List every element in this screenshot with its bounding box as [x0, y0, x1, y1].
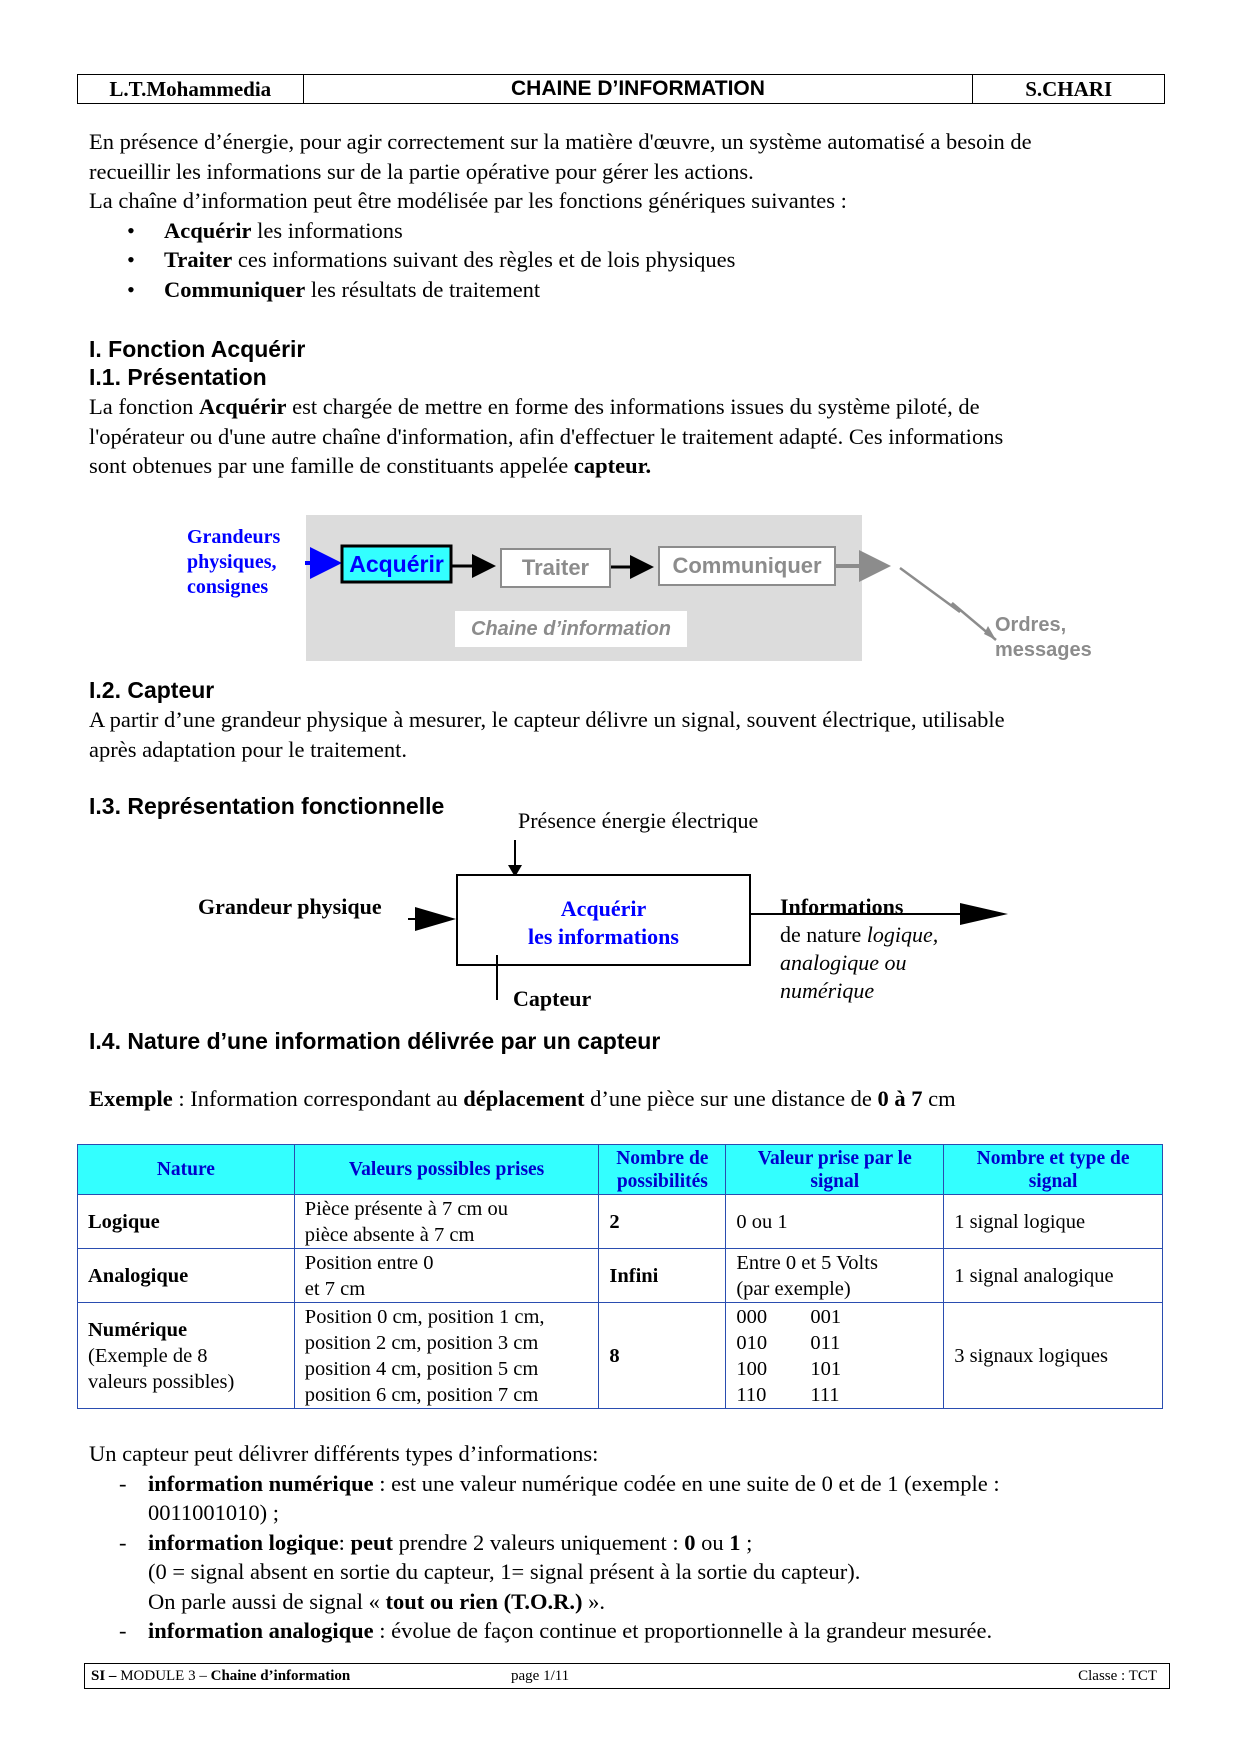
energy-label: Présence énergie électrique — [518, 808, 759, 833]
table-cell: Pièce présente à 7 cm ou pièce absente à 7 cm — [294, 1195, 599, 1249]
table-header: Valeurs possibles prises — [294, 1145, 599, 1195]
diagram-outputs: Ordres, messages — [995, 614, 1092, 661]
table-cell: 2 — [599, 1195, 726, 1249]
input-arrowhead — [415, 907, 456, 931]
table-header: Nombre de possibilités — [599, 1145, 726, 1195]
section-title: I. Fonction Acquérir — [89, 336, 306, 362]
list-item: - information logique: peut prendre 2 valeurs uniquement : 0 ou 1 ; (0 = signal absent en sortie du capteur, 1= signal présent à la sortie du capteur). On parle aussi de signal « tout ou rien (T.O.R.) ». — [89, 1528, 1169, 1617]
subsection-title: I.1. Présentation — [89, 364, 267, 390]
capteur-label: Capteur — [513, 986, 592, 1011]
list-item: - information analogique : évolue de façon continue et proportionnelle à la grandeur mesurée. — [89, 1616, 1169, 1646]
page-header — [77, 74, 1165, 104]
function-list — [89, 216, 1169, 305]
table-cell: Entre 0 et 5 Volts (par exemple) — [726, 1249, 944, 1303]
intro-line: En présence d’énergie, pour agir correctement sur la matière d'œuvre, un système automatisé a besoin de — [89, 129, 1032, 154]
table-cell: Logique — [78, 1195, 295, 1249]
output-arrowhead — [960, 903, 1008, 925]
diagram-inputs: Grandeurs physiques, consignes — [187, 526, 281, 598]
header-title: CHAINE D’INFORMATION — [304, 75, 974, 103]
intro-paragraph — [89, 127, 1169, 304]
table-cell: 3 signaux logiques — [944, 1303, 1163, 1409]
list-item: - information numérique : est une valeur numérique codée en une suite de 0 et de 1 (exemple : 0011001010) ; — [89, 1469, 1169, 1528]
table-cell: 1 signal analogique — [944, 1249, 1163, 1303]
list-item: • Traiter ces informations suivant des règles et de lois physiques — [89, 245, 1169, 275]
table-row — [78, 1195, 1163, 1249]
table-cell: Position 0 cm, position 1 cm, position 2 cm, position 3 cm position 4 cm, position 5 cm position 6 cm, position 7 cm — [294, 1303, 599, 1409]
lightning-arrow — [900, 568, 996, 640]
output-label: Informations de nature logique, analogique ou numérique — [780, 894, 939, 1003]
presentation-paragraph: La fonction Acquérir est chargée de mettre en forme des informations issues du système piloté, de l'opérateur ou d'une autre chaîne d'information, afin d'effectuer le traitement adapté. Ces informations sont obtenues par une famille de constituants appelée capteur. — [89, 394, 1004, 478]
intro-line: La chaîne d’information peut être modélisée par les fonctions génériques suivantes : — [89, 188, 847, 213]
table-header-row — [78, 1145, 1163, 1195]
table-cell: Position entre 0 et 7 cm — [294, 1249, 599, 1303]
table-row — [78, 1249, 1163, 1303]
subsection-title: I.4. Nature d’une information délivrée par un capteur — [89, 1028, 661, 1054]
page-footer — [84, 1663, 1170, 1689]
types-paragraph: Un capteur peut délivrer différents types d’informations: - information numérique : est une valeur numérique codée en une suite de 0 et de 1 (exemple : 0011001010) ; - information logique: peut prendre 2 valeurs uniquement : 0 ou 1 ; (0 = signal absent en sortie du capteur, 1= signal présent à la sortie du capteur). On parle aussi de signal « tout ou rien (T.O.R.) ». - information analogique : évolue de façon continue et proportionnelle à la grandeur mesurée. — [89, 1439, 1169, 1646]
list-item: • Communiquer les résultats de traitement — [89, 275, 1169, 305]
footer-module: SI – MODULE 3 – Chaine d’information — [91, 1667, 351, 1684]
list-item: • Acquérir les informations — [89, 216, 1169, 246]
table-cell: Numérique (Exemple de 8 valeurs possibles) — [78, 1303, 295, 1409]
subsection-title: I.3. Représentation fonctionnelle — [89, 793, 445, 819]
table-header: Nature — [78, 1145, 295, 1195]
capteur-paragraph: A partir d’une grandeur physique à mesurer, le capteur délivre un signal, souvent électrique, utilisable après adaptation pour le traitement. — [89, 707, 1005, 762]
table-row — [78, 1303, 1163, 1409]
nature-table — [77, 1144, 1163, 1409]
table-cell: Infini — [599, 1249, 726, 1303]
table-header: Valeur prise par le signal — [726, 1145, 944, 1195]
table-cell: 0 ou 1 — [726, 1195, 944, 1249]
intro-line: recueillir les informations sur de la partie opérative pour gérer les actions. — [89, 158, 754, 184]
chain-label: Chaine d’information — [471, 618, 671, 640]
binary-codes: 000 001 010 011 100 101 110 111 — [736, 1305, 842, 1406]
block-label: Acquérir les informations — [528, 896, 679, 949]
header-author: S.CHARI — [1025, 76, 1113, 101]
footer-page: page 1/11 — [511, 1667, 570, 1684]
table-cell — [726, 1303, 944, 1409]
information-chain-diagram — [180, 505, 1130, 675]
table-header: Nombre et type de signal — [944, 1145, 1163, 1195]
table-cell: 1 signal logique — [944, 1195, 1163, 1249]
traiter-label: Traiter — [521, 555, 590, 580]
types-list — [89, 1469, 1169, 1646]
table-cell: Analogique — [78, 1249, 295, 1303]
footer-class: Classe : TCT — [1078, 1667, 1157, 1684]
communiquer-label: Communiquer — [672, 553, 822, 578]
table-cell: 8 — [599, 1303, 726, 1409]
input-label: Grandeur physique — [198, 894, 382, 919]
subsection-title: I.2. Capteur — [89, 677, 215, 703]
example-line: Exemple : Information correspondant au déplacement d’une pièce sur une distance de 0 à 7 cm — [89, 1086, 956, 1111]
acquerir-label: Acquérir — [349, 551, 444, 577]
header-school: L.T.Mohammedia — [78, 75, 304, 103]
